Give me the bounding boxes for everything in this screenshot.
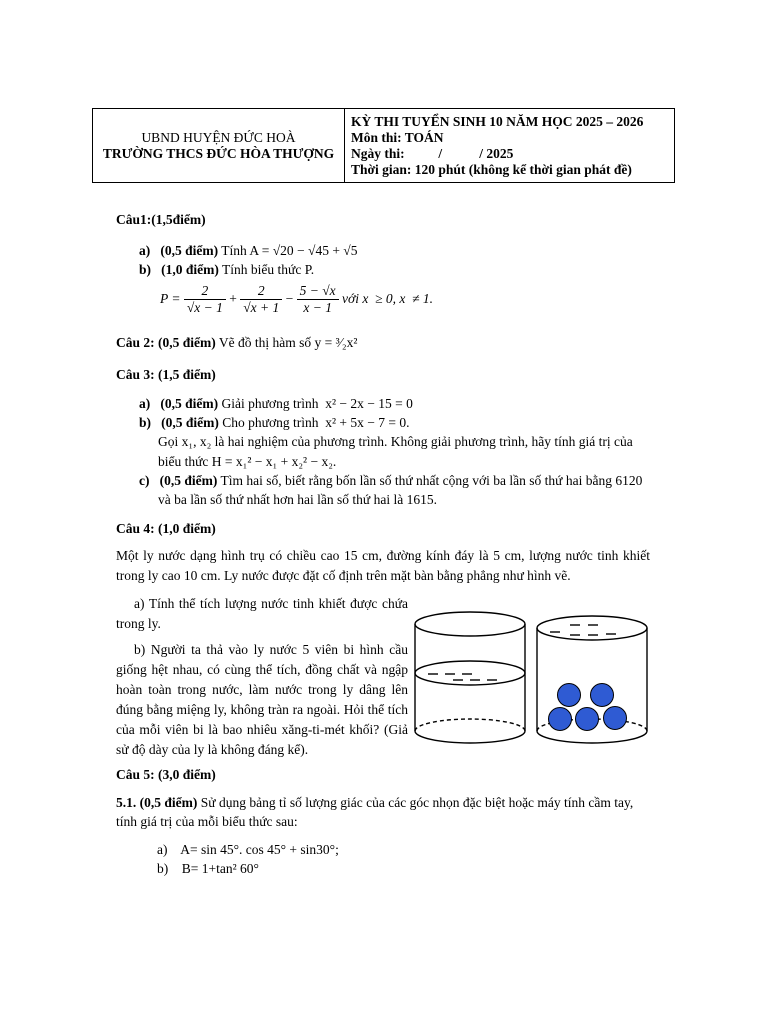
- q1-formula: P = $\frac{2}{√x - 1}$ + $\frac{2}{√x + 1}$ − $\frac{5 - √x}{x - 1}$ với x ≥ 0, x ≠ 1.: [160, 283, 434, 316]
- fraction-3: [297, 283, 339, 316]
- q3-a: [139, 395, 413, 413]
- fraction-1: [184, 283, 226, 316]
- exam-subject: Môn thi: TOÁN: [351, 130, 444, 145]
- q3-b: [139, 414, 410, 432]
- exam-header: [92, 108, 675, 183]
- q3-title: Câu 3: (1,5 điểm): [116, 367, 216, 382]
- q5-title: Câu 5: (3,0 điểm): [116, 767, 216, 782]
- q5-b: [157, 860, 259, 878]
- cylinder-1-bottom-back: [415, 719, 525, 731]
- q3-c-points: (0,5 điểm): [159, 473, 218, 488]
- q1-a-label: a): [139, 243, 151, 258]
- exam-date: Ngày thi: / / 2025: [351, 146, 514, 161]
- q1-a-text: Tính A = √20 − √45 + √5: [221, 243, 358, 258]
- marble-ball: [558, 684, 581, 707]
- fraction-2: [240, 283, 282, 316]
- water-marks: [428, 674, 497, 680]
- surface-marks: [550, 625, 616, 635]
- q5-p1-label: 5.1. (0,5 điểm): [116, 795, 198, 810]
- q5-b-label: b): [157, 861, 169, 876]
- q5-p1-text: Sử dụng bảng tỉ số lượng giác của các góc nhọn đặc biệt hoặc máy tính cầm tay,: [200, 795, 634, 810]
- cylinder-water: [415, 612, 525, 743]
- q1-title: Câu1:(1,5điểm): [116, 212, 206, 227]
- cylinder-2-bottom-front: [537, 731, 647, 743]
- school-name: TRƯỜNG THCS ĐỨC HÒA THƯỢNG: [102, 145, 335, 161]
- q3-a-label: a): [139, 396, 151, 411]
- water-surface-front: [415, 673, 525, 685]
- q2: [116, 334, 357, 352]
- exam-duration: Thời gian: 120 phút (không kể thời gian phát đề): [351, 162, 632, 177]
- marble-ball: [549, 708, 572, 731]
- q3-c-text: Tìm hai số, biết rằng bốn lần số thứ nhất cộng với ba lần số thứ hai bằng 6120: [220, 473, 643, 488]
- cylinder-2-top-rim: [537, 616, 647, 640]
- q3-b-text: Cho phương trình x² + 5x − 7 = 0.: [222, 415, 410, 430]
- q5-a: [157, 841, 339, 859]
- q4-b: b) Người ta thả vào ly nước 5 viên bi hình cầu giống hệt nhau, có cùng thể tích, đồng chất và ngập hoàn toàn trong nước, làm nước trong ly dâng lên đúng bằng miệng ly, không tràn ra ngoài. Hỏi thể tích của mỗi viên bi là bao nhiêu xăng-ti-mét khối? (Giả sử độ dày của ly là không đáng kể).: [116, 642, 408, 757]
- fraction-2-numerator: 2: [240, 283, 282, 300]
- cylinder-1-top-rim: [415, 612, 525, 636]
- q5-p1: [116, 794, 633, 812]
- q3-a-points: (0,5 điểm): [160, 396, 219, 411]
- q3-b-line3: biểu thức H = x₁² − x₁ + x₂² − x₂.: [158, 454, 337, 469]
- q3-b-points: (0,5 điểm): [161, 415, 219, 430]
- fraction-3-denominator: x − 1: [303, 300, 332, 316]
- q4-title: Câu 4: (1,0 điểm): [116, 521, 216, 536]
- fraction-3-numerator: 5 − √x: [297, 283, 339, 300]
- fraction-2-denominator: √x + 1: [243, 300, 280, 316]
- formula-condition: với x ≥ 0, x ≠ 1.: [342, 291, 434, 306]
- q1-b-points: (1,0 điểm): [161, 262, 219, 277]
- q1-b-label: b): [139, 262, 152, 277]
- q2-title: Câu 2: (0,5 điểm): [116, 335, 216, 350]
- cylinder-figure: [405, 605, 655, 755]
- q3-b-line2: Gọi x₁, x₂ là hai nghiệm của phương trình. Không giải phương trình, hãy tính giá trị của: [158, 434, 633, 449]
- q3-a-text: Giải phương trình x² − 2x − 15 = 0: [221, 396, 413, 411]
- q1-b: [139, 261, 314, 279]
- q1-b-text: Tính biểu thức P.: [222, 262, 315, 277]
- q5-p1-line2: tính giá trị của mỗi biểu thức sau:: [116, 814, 298, 829]
- fraction-1-denominator: √x − 1: [186, 300, 223, 316]
- formula-lhs: P =: [160, 291, 181, 306]
- q3-b-label: b): [139, 415, 152, 430]
- q3-c-label: c): [139, 473, 150, 488]
- school-block: [93, 109, 345, 182]
- exam-info-block: [345, 109, 674, 182]
- q2-text: Vẽ đồ thị hàm số y = ³⁄₂x²: [218, 335, 358, 350]
- q3-c: [139, 472, 642, 490]
- marble-balls: [549, 684, 627, 731]
- marble-ball: [591, 684, 614, 707]
- q4-a: a) Tính thể tích lượng nước tinh khiết được chứa trong ly.: [116, 596, 408, 631]
- district-name: UBND HUYỆN ĐỨC HOÀ: [141, 129, 296, 145]
- q3-c-line2: và ba lần số thứ nhất hơn hai lần số thứ hai là 1615.: [158, 492, 437, 507]
- cylinder-1-bottom-front: [415, 731, 525, 743]
- fraction-1-numerator: 2: [184, 283, 226, 300]
- q1-a-points: (0,5 điểm): [160, 243, 219, 258]
- q5-b-text: B= 1+tan² 60°: [181, 861, 259, 876]
- q5-a-label: a): [157, 842, 168, 857]
- exam-title: KỲ THI TUYỂN SINH 10 NĂM HỌC 2025 – 2026: [351, 114, 644, 129]
- water-surface-back: [415, 661, 525, 673]
- marble-ball: [576, 708, 599, 731]
- q1-a: [139, 242, 357, 260]
- marble-ball: [604, 707, 627, 730]
- q5-a-text: A= sin 45°. cos 45° + sin30°;: [180, 842, 339, 857]
- q4-intro: Một ly nước dạng hình trụ có chiều cao 15 cm, đường kính đáy là 5 cm, lượng nước tinh khiết trong ly cao 10 cm. Ly nước được đặt cố định trên mặt bàn bằng phẳng như hình vẽ.: [116, 548, 650, 583]
